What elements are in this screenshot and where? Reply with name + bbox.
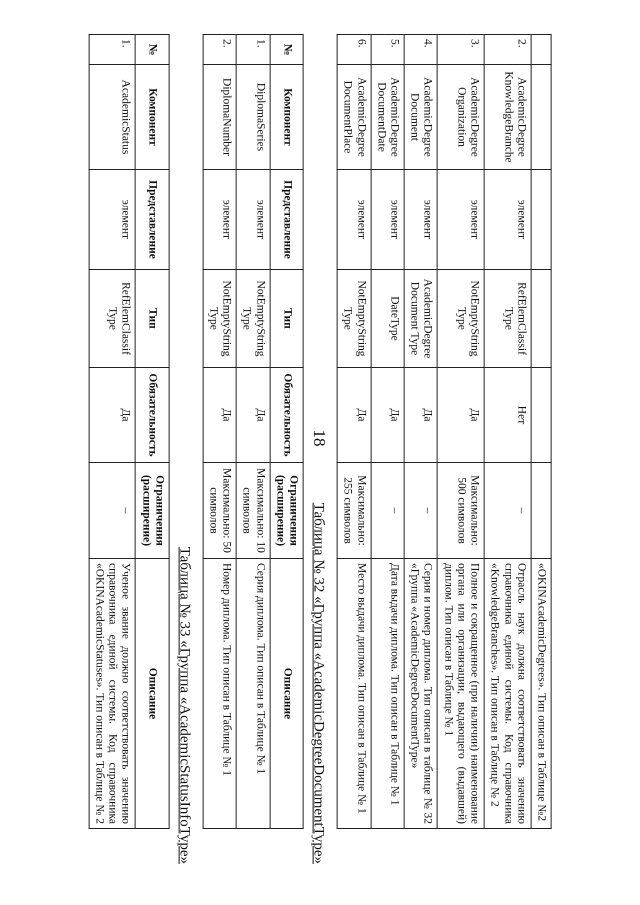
table-row	[404, 35, 437, 829]
cell-num: 5.	[371, 35, 404, 65]
table-header-row	[270, 35, 303, 829]
cell-description: «OKINAcademicDegrees». Тип описан в Таблице №2	[531, 559, 551, 829]
cell-component: AcademicDegree KnowledgeBranche	[484, 65, 531, 170]
cell-required: Да	[89, 368, 136, 463]
header-num: №	[136, 35, 169, 65]
table-academic-degree-info	[337, 34, 552, 829]
cell-description: Место выдачи диплома. Тип описан в Таблице № 1	[337, 559, 370, 829]
cell-component: AcademicDegree Document	[404, 65, 437, 170]
cell-type: RefElemClassif Type	[89, 270, 136, 368]
cell-required: Да	[337, 368, 370, 463]
cell-restrictions: Максимально: 500 символов	[438, 463, 485, 559]
header-component: Компонент	[270, 65, 303, 170]
cell-type: NotEmptyString Type	[236, 270, 269, 368]
header-description: Описание	[136, 559, 169, 829]
cell-component: AcademicStatus	[89, 65, 136, 170]
cell-restrictions: –	[404, 463, 437, 559]
cell-description: Ученое звание должно соответствовать значению справочника единой системы. Код справочника «OKINAcademicStatuses». Тип описан в Таблице № 2	[89, 559, 136, 829]
cell-restrictions: –	[484, 463, 531, 559]
table-caption: Таблица № 33 «Группа «AcademicStatusInfoType»	[176, 546, 193, 864]
table-caption: Таблица № 32 «Группа «AcademicDegreeDocumentType»	[310, 502, 327, 864]
header-description: Описание	[270, 559, 303, 829]
cell-description: Серия и номер диплома. Тип описан в таблице № 32 «Группа «AcademicDegreeDocumentType»	[404, 559, 437, 829]
cell-component: DiplomaNumber	[203, 65, 236, 170]
table-row	[203, 35, 236, 829]
cell-type	[531, 270, 551, 368]
table-row	[236, 35, 269, 829]
header-restrictions: Ограничения (расширение)	[270, 463, 303, 559]
cell-required: Да	[371, 368, 404, 463]
cell-description: Серия диплома. Тип описан в Таблице № 1	[236, 559, 269, 829]
cell-component: AcademicDegree DocumentPlace	[337, 65, 370, 170]
cell-restrictions: –	[371, 463, 404, 559]
table-row	[337, 35, 370, 829]
table-row	[89, 35, 136, 829]
header-type: Тип	[270, 270, 303, 368]
cell-representation: элемент	[484, 170, 531, 270]
cell-num: 2.	[203, 35, 236, 65]
cell-representation: элемент	[203, 170, 236, 270]
cell-restrictions	[531, 463, 551, 559]
cell-restrictions: Максимально: 10 символов	[236, 463, 269, 559]
cell-type: AcademicDegree Document Type	[404, 270, 437, 368]
cell-description: Полное и сокращенное (при наличии) наименование органа или организации, выдающего (выдавшей) диплом. Тип описан в Таблице № 1	[438, 559, 485, 829]
cell-restrictions: –	[89, 463, 136, 559]
document-content	[88, 32, 551, 872]
cell-num: 2.	[484, 35, 531, 65]
rotated-content	[88, 32, 551, 872]
cell-required: Да	[236, 368, 269, 463]
cell-required: Да	[404, 368, 437, 463]
cell-required: Да	[203, 368, 236, 463]
cell-num: 6.	[337, 35, 370, 65]
cell-representation: элемент	[438, 170, 485, 270]
cell-num: 1.	[236, 35, 269, 65]
header-required: Обязательность	[136, 368, 169, 463]
cell-representation: элемент	[404, 170, 437, 270]
header-restrictions: Ограничения (расширение)	[136, 463, 169, 559]
header-type: Тип	[136, 270, 169, 368]
table-row	[531, 35, 551, 829]
header-component: Компонент	[136, 65, 169, 170]
table-header-row	[136, 35, 169, 829]
header-representation: Представление	[270, 170, 303, 270]
cell-type: NotEmptyString Type	[203, 270, 236, 368]
cell-num: 1.	[89, 35, 136, 65]
cell-representation: элемент	[371, 170, 404, 270]
cell-type: DateType	[371, 270, 404, 368]
cell-component: AcademicDegree DocumentDate	[371, 65, 404, 170]
page-number: 18	[310, 429, 329, 447]
cell-representation	[531, 170, 551, 270]
cell-representation: элемент	[236, 170, 269, 270]
cell-num: 3.	[438, 35, 485, 65]
table-row	[438, 35, 485, 829]
cell-restrictions: Максимально: 50 символов	[203, 463, 236, 559]
table-academic-status-info-type	[88, 34, 169, 829]
cell-type: NotEmptyString Type	[438, 270, 485, 368]
cell-description: Отрасль наук должна соответствовать значению справочника единой системы. Код справочника «KnowledgeBranches». Тип описан в Таблице № 2	[484, 559, 531, 829]
table-academic-degree-document-type	[202, 34, 303, 829]
cell-restrictions: Максимально: 255 символов	[337, 463, 370, 559]
header-num: №	[270, 35, 303, 65]
cell-component: AcademicDegree Organization	[438, 65, 485, 170]
cell-num	[531, 35, 551, 65]
cell-required: Да	[438, 368, 485, 463]
cell-required: Нет	[484, 368, 531, 463]
cell-type: NotEmptyString Type	[337, 270, 370, 368]
header-representation: Представление	[136, 170, 169, 270]
table-row	[371, 35, 404, 829]
cell-num: 4.	[404, 35, 437, 65]
cell-component	[531, 65, 551, 170]
cell-component: DiplomaSeries	[236, 65, 269, 170]
cell-type: RefElemClassif Type	[484, 270, 531, 368]
cell-description: Номер диплома. Тип описан в Таблице № 1	[203, 559, 236, 829]
cell-description: Дата выдачи диплома. Тип описан в Таблице № 1	[371, 559, 404, 829]
cell-required	[531, 368, 551, 463]
table-row	[484, 35, 531, 829]
header-required: Обязательность	[270, 368, 303, 463]
cell-representation: элемент	[89, 170, 136, 270]
cell-representation: элемент	[337, 170, 370, 270]
